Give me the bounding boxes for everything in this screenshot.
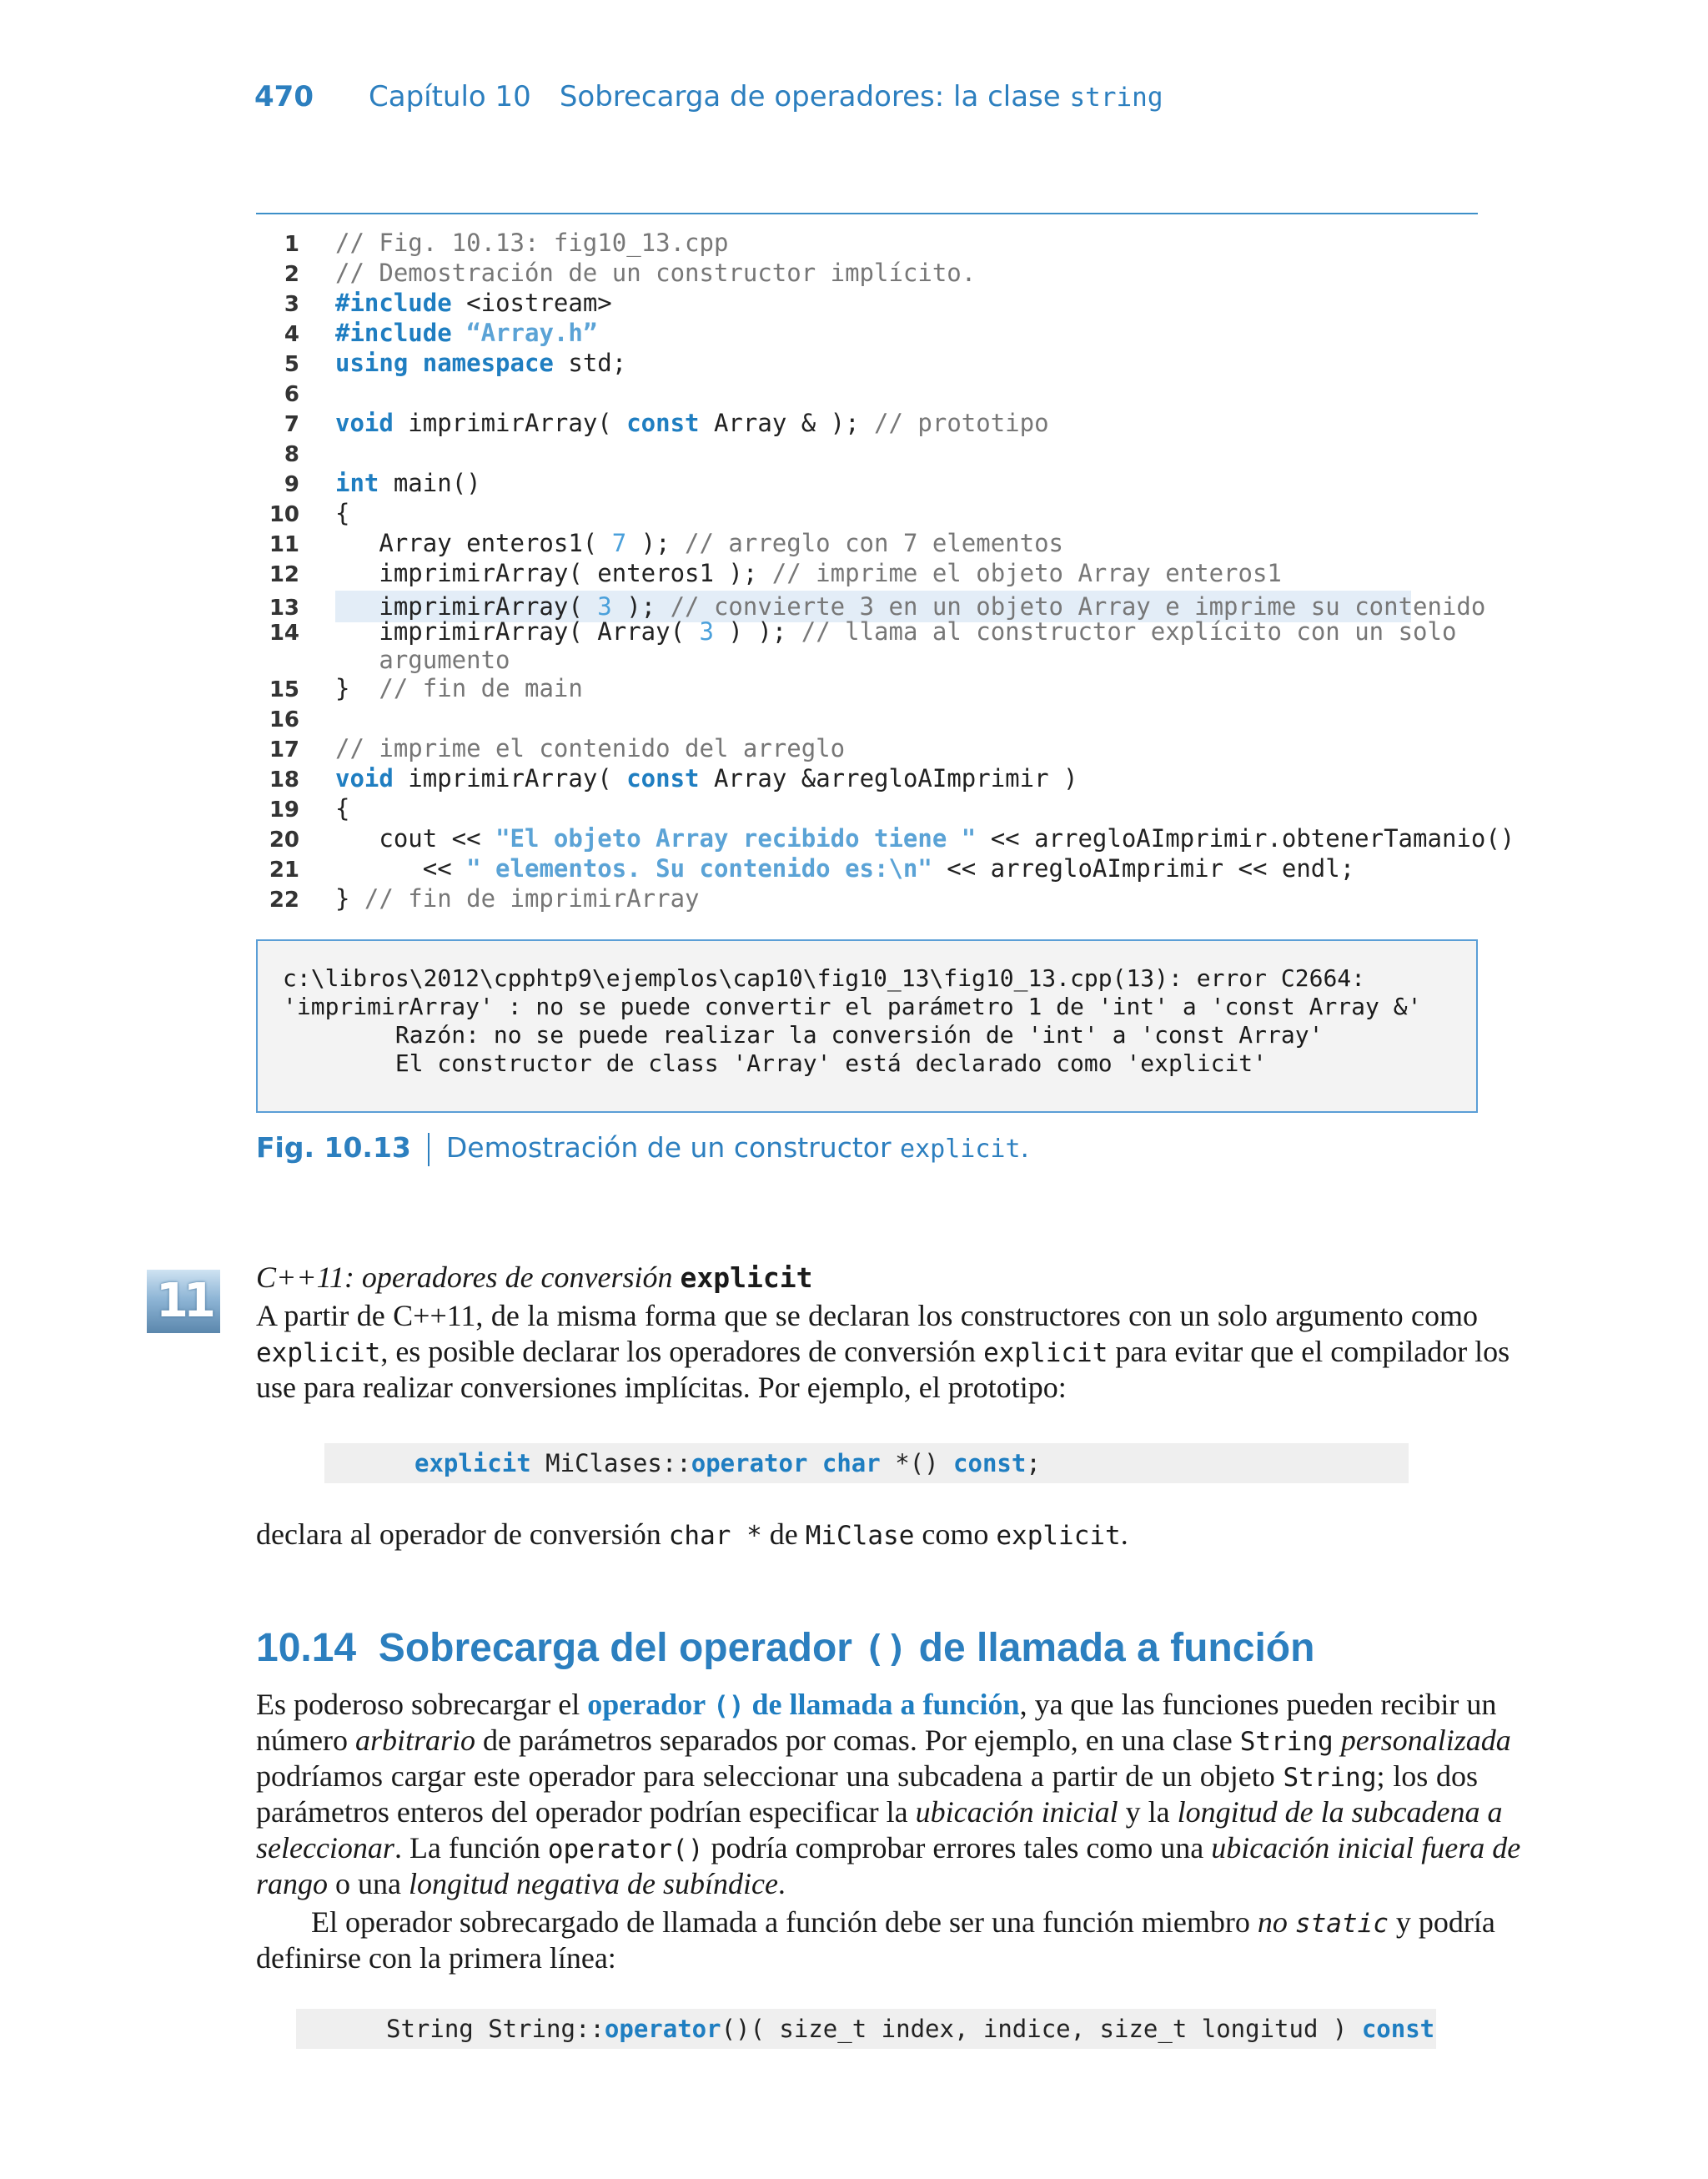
code-token: using namespace	[335, 349, 554, 377]
code-token: argumento	[335, 646, 510, 674]
code-token: imprimirArray( Array(	[335, 617, 700, 646]
section-paragraph-2	[256, 1905, 1495, 1980]
figure-caption-code: explicit	[900, 1135, 1021, 1164]
snippet-code	[386, 2015, 1434, 2043]
code-text	[335, 734, 845, 762]
error-line: El constructor de class 'Array' está declarado como 'explicit'	[283, 1049, 1268, 1077]
code-token: imprimirArray(	[335, 592, 598, 621]
paragraph-line: Es poderoso sobrecargar el operador () de llamada a función, ya que las funciones pueden recibir un	[256, 1688, 1497, 1721]
code-token: // arreglo con 7 elementos	[685, 529, 1063, 557]
code-token: “Array.h”	[451, 319, 598, 347]
paragraph-line: parámetros enteros del operador podrían especificar la ubicación inicial y la longitud de la subcadena a	[256, 1795, 1503, 1829]
code-token: {	[335, 499, 350, 527]
line-number: 19	[269, 798, 299, 823]
listing-top-rule	[256, 213, 1478, 214]
code-line	[256, 884, 1478, 914]
line-number: 5	[284, 352, 299, 377]
code-token: <<	[335, 854, 467, 883]
code-token: // prototipo	[874, 409, 1049, 437]
paragraph-line: seleccionar. La función operator() podría comprobar errores tales como una ubicación inicial fuera de	[256, 1831, 1521, 1864]
code-line	[256, 617, 1478, 647]
chapter-name: Sobrecarga de operadores: la clase	[559, 80, 1061, 113]
figure-caption-end: .	[1020, 1131, 1030, 1164]
figure-caption-text: Demostración de un constructor	[445, 1131, 892, 1164]
line-number: 1	[284, 232, 299, 257]
paragraph-line: rango o una longitud negativa de subíndice.	[256, 1867, 786, 1900]
chapter-label: Capítulo 10	[369, 80, 531, 113]
chapter-name-code: string	[1069, 83, 1163, 113]
code-line	[256, 559, 1478, 589]
code-line	[256, 349, 1478, 379]
code-token: <iostream>	[451, 289, 612, 317]
figure-caption	[256, 1131, 1029, 1166]
code-text	[335, 319, 597, 347]
code-line	[256, 379, 1478, 409]
line-number: 2	[284, 262, 299, 287]
code-token: 3	[699, 617, 714, 646]
code-line	[256, 646, 1478, 676]
code-text	[335, 646, 510, 674]
code-line	[256, 259, 1478, 289]
code-snippet-explicit-operator	[324, 1443, 1409, 1483]
code-text	[335, 794, 349, 823]
section-number: 10.14	[256, 1626, 357, 1670]
code-text	[335, 592, 1485, 621]
code-line	[256, 764, 1478, 794]
caption-separator	[428, 1133, 430, 1166]
code-token: main()	[379, 469, 481, 497]
cpp11-heading-code: explicit	[680, 1261, 813, 1294]
code-line	[256, 499, 1478, 529]
line-number: 6	[284, 382, 299, 407]
code-token: String String::	[386, 2015, 605, 2043]
code-token: Array &arregloAImprimir )	[699, 764, 1078, 793]
code-text	[335, 764, 1078, 793]
code-token: // fin de main	[379, 674, 583, 702]
line-number: 20	[269, 828, 299, 853]
code-token: const	[1361, 2015, 1435, 2043]
code-token: MiClases::	[530, 1449, 691, 1477]
code-token: ) );	[713, 617, 801, 646]
figure-label: Fig. 10.13	[256, 1131, 411, 1164]
section-title-b: de llamada a función	[918, 1626, 1315, 1670]
line-number: 15	[269, 677, 299, 702]
code-token: );	[611, 592, 671, 621]
cpp11-subheading	[256, 1260, 812, 1295]
code-text	[335, 884, 700, 913]
code-line	[256, 854, 1478, 884]
code-token: operator	[604, 2015, 721, 2043]
code-token: ()( size_t index, indice, size_t longitud )	[721, 2015, 1362, 2043]
code-text	[335, 617, 1456, 646]
cpp11-badge-icon: 11	[147, 1270, 220, 1333]
code-token: imprimirArray(	[393, 764, 627, 793]
code-token: Array & );	[699, 409, 875, 437]
code-text	[335, 289, 612, 317]
line-number: 11	[269, 532, 299, 557]
chapter-title	[369, 80, 1163, 113]
code-token: << arregloAImprimir << endl;	[932, 854, 1355, 883]
code-token: {	[335, 794, 350, 823]
code-line	[256, 319, 1478, 349]
code-token: cout <<	[335, 824, 496, 853]
paragraph-line: podríamos cargar este operador para seleccionar una subcadena a partir de un objeto String; los dos	[256, 1759, 1478, 1793]
code-token: ;	[1026, 1449, 1041, 1477]
code-token: // fin de imprimirArray	[364, 884, 700, 913]
line-number: 18	[269, 767, 299, 793]
code-token: );	[626, 529, 686, 557]
paragraph-line: A partir de C++11, de la misma forma que se declaran los constructores con un solo argumento como	[256, 1299, 1478, 1332]
snippet-code	[414, 1449, 1041, 1477]
line-number: 17	[269, 737, 299, 762]
section-title-a: Sobrecarga del operador	[378, 1626, 852, 1670]
code-token: int	[335, 469, 379, 497]
paragraph-line: use para realizar conversiones implícitas. Por ejemplo, el prototipo:	[256, 1371, 1067, 1404]
code-text	[335, 469, 481, 497]
cpp11-paragraph	[256, 1298, 1510, 1415]
code-token: operator char	[691, 1449, 881, 1477]
code-line	[256, 794, 1478, 824]
paragraph-line: El operador sobrecargado de llamada a función debe ser una función miembro no static y podría	[311, 1905, 1495, 1939]
code-token: explicit	[414, 1449, 531, 1477]
code-token: *()	[880, 1449, 954, 1477]
cpp11-heading-text: C++11: operadores de conversión	[256, 1261, 673, 1294]
compiler-error-output	[256, 939, 1478, 1113]
code-text	[335, 229, 728, 257]
line-number: 21	[269, 858, 299, 883]
code-text	[335, 854, 1354, 883]
error-line: 'imprimirArray' : no se puede convertir el parámetro 1 de 'int' a 'const Array &'	[283, 993, 1422, 1020]
line-number: 3	[284, 292, 299, 317]
line-number: 4	[284, 322, 299, 347]
code-token: }	[335, 884, 364, 913]
line-number: 16	[269, 707, 299, 732]
code-text	[335, 824, 1515, 853]
code-text	[335, 499, 349, 527]
code-token: " elementos. Su contenido es:\n"	[466, 854, 932, 883]
code-token: 3	[597, 592, 612, 621]
code-token: #include	[335, 319, 452, 347]
code-text	[335, 409, 1049, 437]
line-number: 22	[269, 888, 299, 913]
explicit-explanation: declara al operador de conversión char * de MiClase como explicit.	[256, 1517, 1128, 1551]
code-token: 7	[611, 529, 627, 557]
code-line	[256, 229, 1478, 259]
code-line	[256, 469, 1478, 499]
code-snippet-function-call-operator	[296, 2009, 1436, 2049]
code-token: void	[335, 409, 394, 437]
code-token: }	[335, 674, 379, 702]
code-token: Array enteros1(	[335, 529, 612, 557]
code-line	[256, 409, 1478, 439]
paragraph-line: número arbitrario de parámetros separados por comas. Por ejemplo, en una clase String personalizada	[256, 1724, 1511, 1757]
code-token: // Fig. 10.13: fig10_13.cpp	[335, 229, 729, 257]
code-token: const	[953, 1449, 1027, 1477]
line-number: 10	[269, 502, 299, 527]
code-line	[256, 824, 1515, 854]
code-text	[335, 529, 1063, 557]
line-number: 7	[284, 412, 299, 437]
line-number: 14	[269, 621, 299, 646]
line-number: 12	[269, 562, 299, 587]
code-token: "El objeto Array recibido tiene "	[495, 824, 977, 853]
code-token: imprimirArray( enteros1 );	[335, 559, 772, 587]
code-text	[335, 349, 626, 377]
code-line	[256, 674, 1478, 704]
code-token: #include	[335, 289, 452, 317]
code-text	[335, 559, 1282, 587]
paragraph-line: explicit, es posible declarar los operadores de conversión explicit para evitar que el compilador los	[256, 1335, 1510, 1368]
code-line	[256, 289, 1478, 319]
code-token: // imprime el contenido del arreglo	[335, 734, 846, 762]
code-text	[335, 674, 583, 702]
error-line: c:\libros\2012\cpphtp9\ejemplos\cap10\fig10_13\fig10_13.cpp(13): error C2664:	[283, 964, 1366, 992]
code-line	[256, 439, 1478, 469]
code-token: void	[335, 764, 394, 793]
line-number: 13	[269, 596, 299, 621]
code-token: imprimirArray(	[393, 409, 627, 437]
code-token: // llama al constructor explícito con un solo	[801, 617, 1457, 646]
code-token: // imprime el objeto Array enteros1	[771, 559, 1282, 587]
code-token: // convierte 3 en un objeto Array e imprime su contenido	[670, 592, 1486, 621]
code-token: << arregloAImprimir.obtenerTamanio()	[976, 824, 1515, 853]
code-text	[335, 259, 976, 287]
code-token: const	[626, 764, 700, 793]
code-token: const	[626, 409, 700, 437]
code-line	[256, 704, 1478, 734]
error-line: Razón: no se puede realizar la conversión de 'int' a 'const Array'	[283, 1021, 1324, 1049]
line-number: 9	[284, 472, 299, 497]
section-title-code: ()	[863, 1628, 908, 1670]
section-paragraph-1	[256, 1687, 1521, 1904]
line-number: 8	[284, 442, 299, 467]
paragraph-line: definirse con la primera línea:	[256, 1941, 616, 1975]
code-token: // Demostración de un constructor implícito.	[335, 259, 977, 287]
code-line	[256, 734, 1478, 764]
code-line	[256, 529, 1478, 559]
page-number: 470	[254, 80, 314, 113]
code-token: std;	[553, 349, 627, 377]
section-heading	[256, 1625, 1314, 1671]
